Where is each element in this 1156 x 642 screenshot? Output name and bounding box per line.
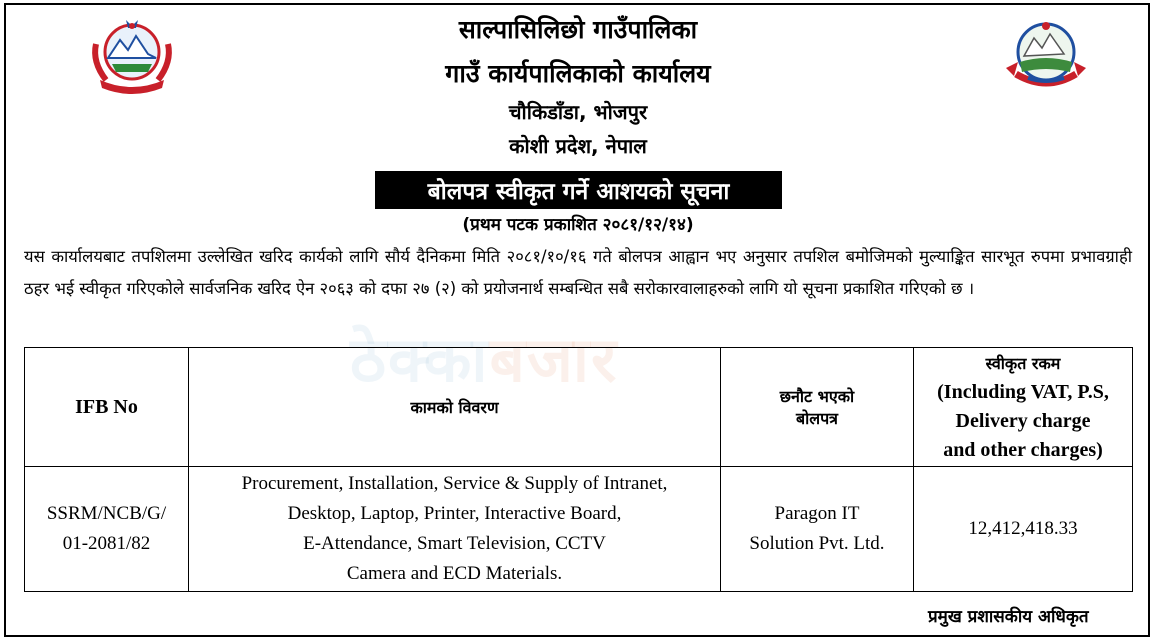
watermark-part-2: बजार <box>489 323 619 396</box>
notice-body: यस कार्यालयबाट तपशिलमा उल्लेखित खरिद कार्यको लागि सौर्य दैनिकमा मिति २०८१/१०/१६ गते बोलपत्र आह्वान भए अनुसार तपशिल बमोजिमको मुल्याङ्कित सारभूत रुपमा प्रभावग्राही ठहर भई स्वीकृत गरिएकोले सार्वजनिक खरिद ऐन २०६३ को दफा २७ (२) को प्रयोजनार्थ सम्बन्धित सबै सरोकारवालाहरुको लागि यो सूचना प्रकाशित गरिएको छ । <box>24 247 1132 298</box>
cell-amount: 12,412,418.33 <box>914 467 1133 592</box>
ifb-line-1: SSRM/NCB/G/ <box>46 503 167 524</box>
header-ifb: IFB No <box>25 348 189 467</box>
table-row <box>25 467 1133 592</box>
office-name: गाउँ कार्यपालिकाको कार्यालय <box>445 59 711 88</box>
header-bidder-line-2: बोलपत्र <box>795 409 839 428</box>
header-amount-line-1: स्वीकृत रकम <box>985 354 1061 373</box>
table-header-row <box>25 348 1133 467</box>
award-table <box>24 347 1133 592</box>
bidder-line-1: Paragon IT <box>774 503 860 524</box>
header-amount-line-2: (Including VAT, P.S, <box>937 381 1109 403</box>
header-approved-amount <box>914 348 1133 467</box>
header-selected-bidder <box>721 348 914 467</box>
header-amount-line-4: and other charges) <box>943 439 1103 461</box>
cell-description <box>189 467 721 592</box>
desc-line-4: Camera and ECD Materials. <box>346 563 563 584</box>
signatory-title: प्रमुख प्रशासकीय अधिकृत <box>928 607 1089 627</box>
desc-line-3: E-Attendance, Smart Television, CCTV <box>303 533 606 554</box>
header-amount-line-3: Delivery charge <box>955 410 1091 432</box>
municipality-name: साल्पासिलिछो गाउँपालिका <box>458 15 698 44</box>
desc-line-1: Procurement, Installation, Service & Supply of Intranet, <box>241 473 668 494</box>
bidder-line-2: Solution Pvt. Ltd. <box>749 533 885 554</box>
header-description: कामको विवरण <box>189 348 721 467</box>
province-line: कोशी प्रदेश, नेपाल <box>509 134 647 158</box>
watermark-part-1: ठेक्का <box>350 323 490 396</box>
header-bidder-line-1: छनौट भएको <box>779 387 855 406</box>
cell-ifb-number <box>25 467 189 592</box>
office-address: चौकिडाँडा, भोजपुर <box>508 100 648 124</box>
publish-date: (प्रथम पटक प्रकाशित २०८१/१२/१४) <box>462 215 694 235</box>
notice-title: बोलपत्र स्वीकृत गर्ने आशयको सूचना <box>375 171 782 209</box>
desc-line-2: Desktop, Laptop, Printer, Interactive Board, <box>287 503 622 524</box>
cell-bidder <box>721 467 914 592</box>
ifb-line-2: 01-2081/82 <box>62 533 151 554</box>
